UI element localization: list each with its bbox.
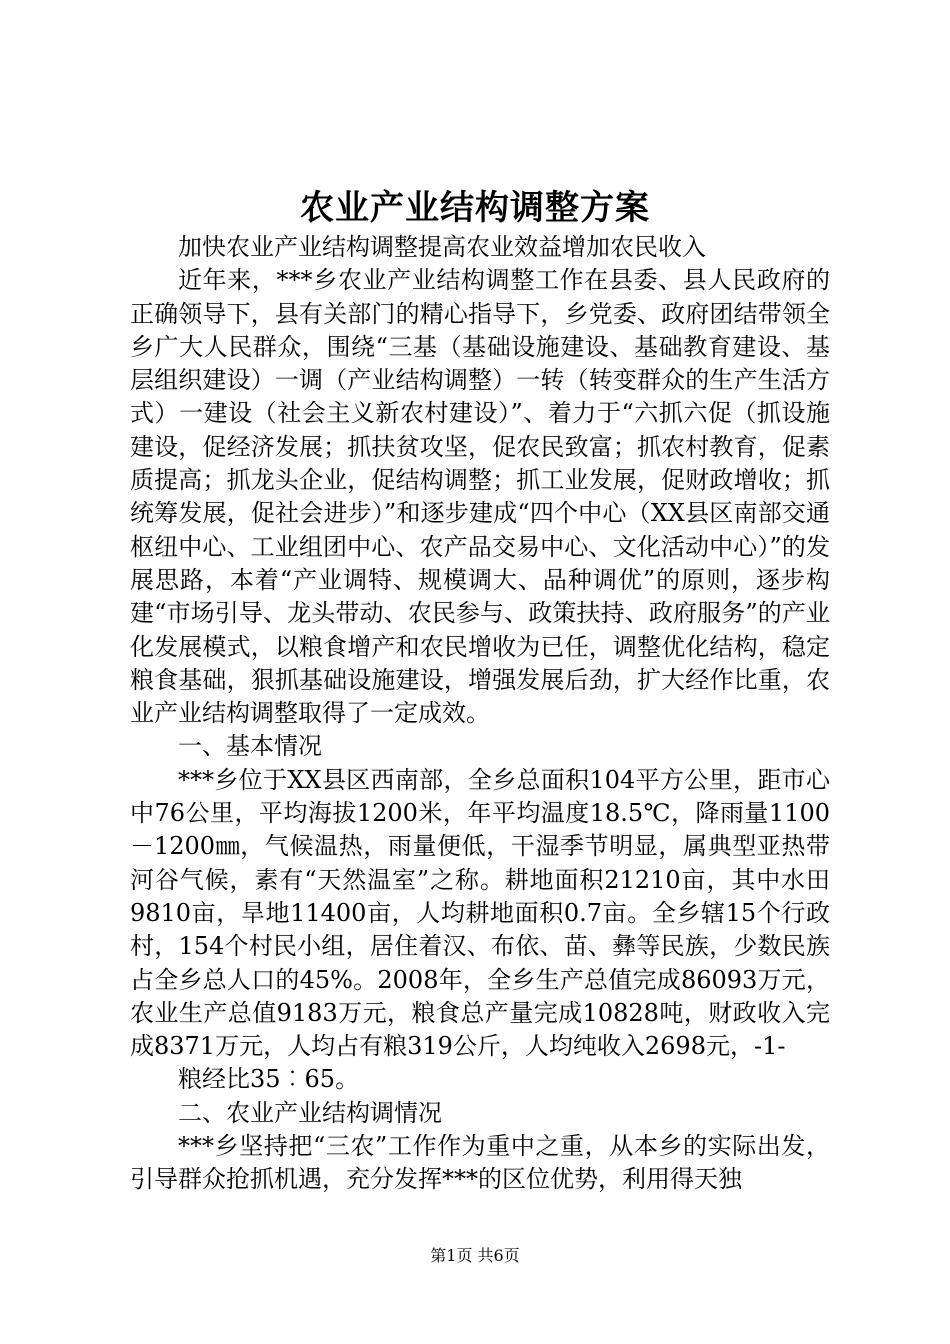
grain-ratio-paragraph: 粮经比35︰65。 [178,1065,360,1094]
basic-situation-paragraph: ***乡位于XX县区西南部，全乡总面积104平方公里，距市心中76公里，平均海拔1200米，年平均温度18.5℃，降雨量1100－1200㎜，气候温热，雨量便低，干湿季节明显，属典型亚热带河谷气候，素有“天然温室”之称。耕地面积21210亩，其中水田9810亩，旱地11400亩，人均耕地面积0.7亩。全乡辖15个行政村，154个村民小组，居住着汉、布依、苗、彝等民族，少数民族占全乡总人口的45%。2008年，全乡生产总值完成86093万元，农业生产总值9183万元，粮食总产量完成10828吨，财政收入完成8371万元，人均占有粮319公斤，人均纯收入2698元，-1- [130,765,830,1061]
document-title: 农业产业结构调整方案 [300,188,650,228]
page-footer: 第1页 共6页 [430,1246,520,1265]
adjustment-paragraph: ***乡坚持把“三农”工作作为重中之重，从本乡的实际出发，引导群众抢抓机遇，充分发挥***的区位优势，利用得天独 [130,1132,830,1194]
subtitle-paragraph: 加快农业产业结构调整提高农业效益增加农民收入 [178,233,706,261]
intro-paragraph: 近年来，***乡农业产业结构调整工作在县委、县人民政府的正确领导下，县有关部门的精心指导下，乡党委、政府团结带领全乡广大人民群众，围绕“三基（基础设施建设、基础教育建设、基层组织建设）一调（产业结构调整）一转（转变群众的生产生活方式）一建设（社会主义新农村建设）”、着力于“六抓六促（抓设施建设，促经济发展；抓扶贫攻坚，促农民致富；抓农村教育，促素质提高；抓龙头企业，促结构调整；抓工业发展，促财政增收；抓统筹发展，促社会进步）”和逐步建成“四个中心（XX县区南部交通枢纽中心、工业组团中心、农产品交易中心、文化活动中心）”的发展思路，本着“产业调特、规模调大、品种调优”的原则，逐步构建“市场引导、龙头带动、农民参与、政策扶持、政府服务”的产业化发展模式，以粮食增产和农民增收为已任，调整优化结构，稳定粮食基础，狠抓基础设施建设，增强发展后劲，扩大经作比重，农业产业结构调整取得了一定成效。 [130,266,830,728]
document-body [130,231,830,1197]
section-heading-adjustment: 二、农业产业结构调情况 [178,1098,442,1127]
section-heading-basic-situation: 一、基本情况 [178,732,322,761]
